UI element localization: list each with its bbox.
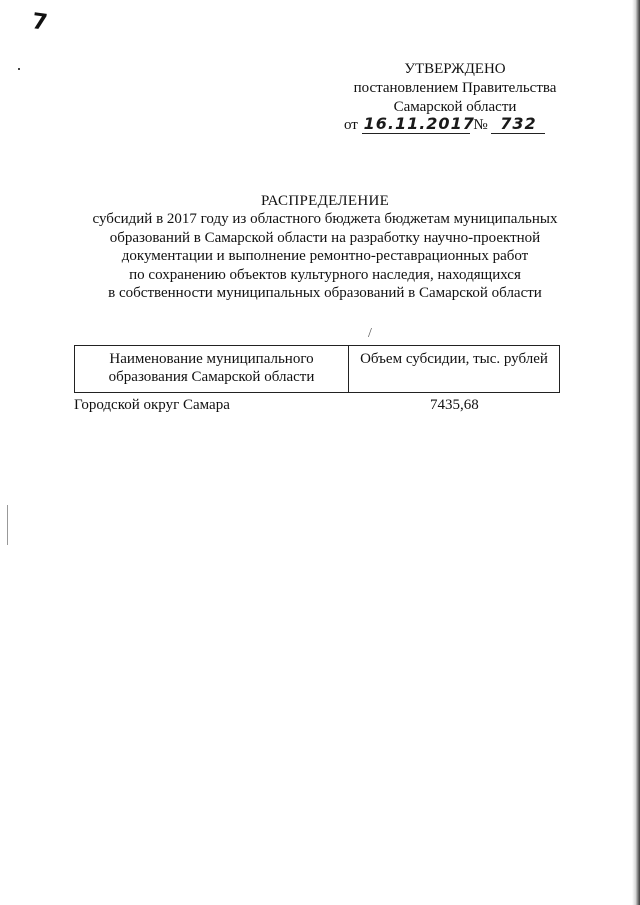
column-header-subsidy xyxy=(349,346,559,392)
subtitle-line: по сохранению объектов культурного наследия, находящихся xyxy=(129,266,521,283)
municipality-name: Городской округ Самара xyxy=(74,397,230,413)
scan-dot xyxy=(18,68,20,70)
scan-edge xyxy=(632,0,640,905)
approval-date-row xyxy=(344,114,545,134)
column-header-line: образования Самарской области xyxy=(108,369,315,385)
subtitle-line: субсидий в 2017 году из областного бюджета бюджетам муниципальных xyxy=(92,211,558,227)
table-header xyxy=(74,345,560,393)
approval-heading: УТВЕРЖДЕНО xyxy=(404,61,506,77)
date-prefix: от xyxy=(344,117,358,133)
handwritten-number: 732 xyxy=(491,114,545,134)
handwritten-date: 16.11.2017 xyxy=(363,114,475,133)
number-label: № xyxy=(473,117,488,133)
document-title: РАСПРЕДЕЛЕНИЕ xyxy=(260,193,390,209)
subtitle-line: образований в Самарской области на разработку научно-проектной xyxy=(109,229,541,246)
scan-artifact-line xyxy=(7,505,8,545)
approval-line-1: постановлением Правительства xyxy=(353,80,557,96)
subtitle-line: документации и выполнение ремонтно-реставрационных работ xyxy=(121,248,529,264)
column-header-municipality xyxy=(75,346,349,392)
document-subtitle xyxy=(60,210,590,303)
handwritten-corner-mark: 7 xyxy=(30,9,49,36)
subtitle-line: в собственности муниципальных образований в Самарской области xyxy=(108,285,542,301)
column-header-line: Наименование муниципального xyxy=(109,351,314,367)
subsidy-value: 7435,68 xyxy=(430,397,479,413)
approval-line-2: Самарской области xyxy=(393,99,517,115)
approval-block xyxy=(330,60,580,117)
stray-mark: / xyxy=(368,326,372,341)
column-header-line: Объем субсидии, тыс. рублей xyxy=(360,351,548,367)
